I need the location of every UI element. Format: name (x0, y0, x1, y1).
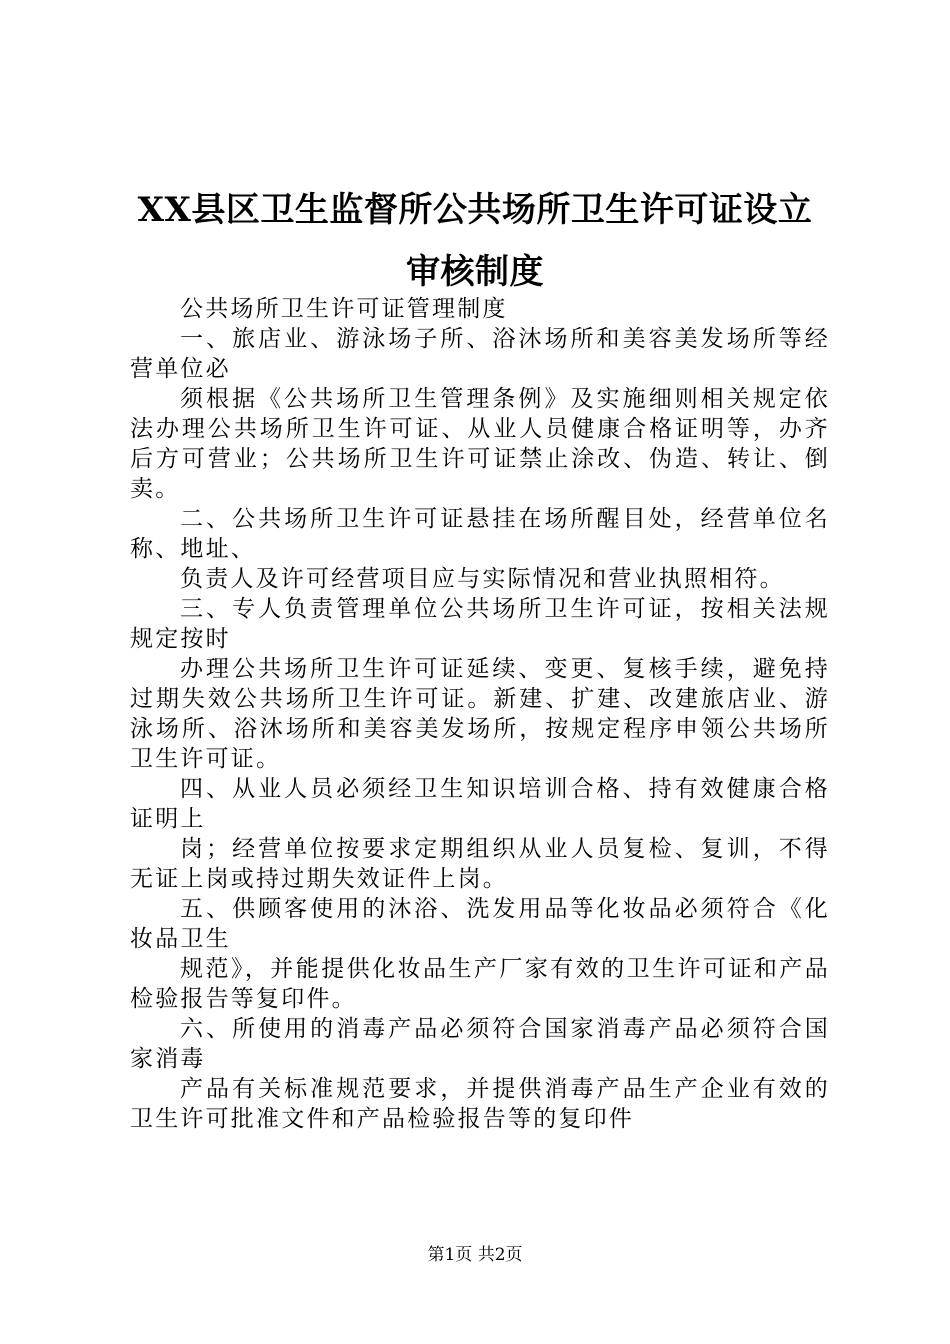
paragraph: 规范》，并能提供化妆品生产厂家有效的卫生许可证和产品检验报告等复印件。 (130, 956, 830, 1012)
paragraph: 一、旅店业、游泳场子所、浴沐场所和美容美发场所等经营单位必 (130, 326, 830, 382)
paragraph: 五、供顾客使用的沐浴、洗发用品等化妆品必须符合《化妆品卫生 (130, 896, 830, 952)
paragraph: 二、公共场所卫生许可证悬挂在场所醒目处，经营单位名称、地址、 (130, 506, 830, 562)
paragraph: 岗；经营单位按要求定期组织从业人员复检、复训，不得无证上岗或持过期失效证件上岗。 (130, 836, 830, 892)
paragraph: 须根据《公共场所卫生管理条例》及实施细则相关规定依法办理公共场所卫生许可证、从业人员健康合格证明等，办齐后方可营业；公共场所卫生许可证禁止涂改、伪造、转让、倒卖。 (130, 386, 830, 502)
paragraph: 四、从业人员必须经卫生知识培训合格、持有效健康合格证明上 (130, 776, 830, 832)
document-body (130, 294, 830, 1134)
paragraph-heading: 公共场所卫生许可证管理制度 (180, 296, 508, 322)
paragraph: 三、专人负责管理单位公共场所卫生许可证，按相关法规规定按时 (130, 596, 830, 652)
paragraph: 产品有关标准规范要求，并提供消毒产品生产企业有效的卫生许可批准文件和产品检验报告等的复印件 (130, 1076, 830, 1132)
document-title-line-1: XX县区卫生监督所公共场所卫生许可证设立 (137, 190, 813, 230)
paragraph: 负责人及许可经营项目应与实际情况和营业执照相符。 (180, 566, 785, 592)
document-title-line-2: 审核制度 (406, 252, 544, 292)
paragraph: 六、所使用的消毒产品必须符合国家消毒产品必须符合国家消毒 (130, 1016, 830, 1072)
paragraph: 办理公共场所卫生许可证延续、变更、复核手续，避免持过期失效公共场所卫生许可证。新建、扩建、改建旅店业、游泳场所、浴沐场所和美容美发场所，按规定程序申领公共场所卫生许可证。 (130, 656, 830, 772)
page-footer: 第1页 共2页 (427, 1245, 523, 1265)
